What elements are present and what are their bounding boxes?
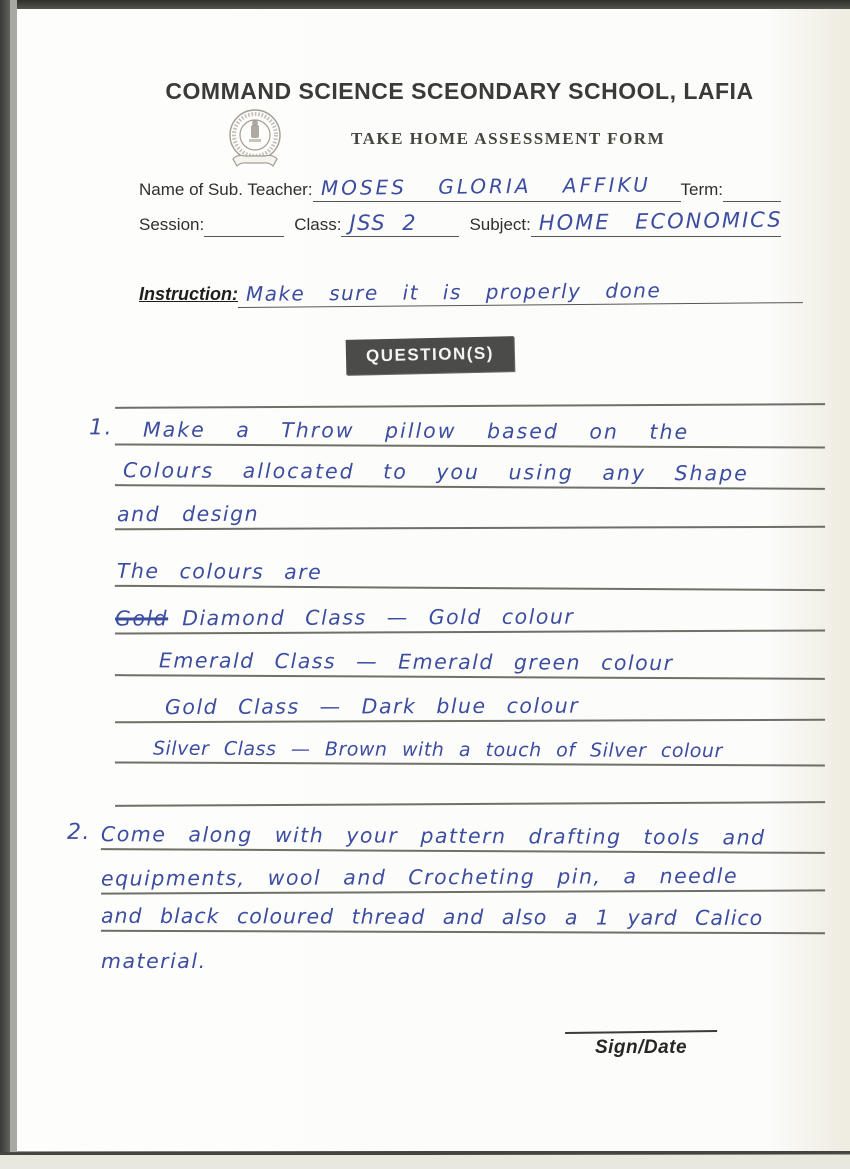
question-2-text: material.: [101, 949, 207, 973]
term-label: Term:: [680, 180, 723, 199]
question-2-line-2: [101, 850, 825, 894]
question-1-text: Diamond Class — Gold colour: [182, 604, 575, 631]
teacher-field: [313, 172, 681, 202]
ruled-line-blank: [115, 763, 825, 807]
question-2-text: Come along with your pattern drafting tools and: [100, 822, 766, 850]
signature-block: [561, 1019, 721, 1059]
teacher-label: Name of Sub. Teacher:: [139, 180, 313, 199]
question-1-text: Emerald Class — Emerald green colour: [158, 648, 674, 676]
instruction-field: [238, 270, 803, 308]
question-2-number: 2.: [66, 819, 92, 846]
instruction-label: Instruction:: [139, 284, 238, 304]
question-2-line-1: [66, 803, 825, 854]
class-field: [341, 210, 459, 237]
instruction-handwritten-value: Make sure it is properly done: [245, 278, 662, 306]
question-2-text: and black coloured thread and also a 1 yard Calico: [100, 903, 764, 931]
ruled-line-blank: [115, 363, 825, 409]
scanner-edge-top: [0, 0, 850, 9]
subject-field: [531, 207, 783, 237]
scanner-edge-bottom: [0, 1155, 850, 1169]
question-1-number: 1.: [88, 415, 114, 441]
teacher-handwritten-value: MOSES GLORIA AFFIKU: [320, 172, 651, 200]
form-title: TAKE HOME ASSESSMENT FORM: [351, 129, 666, 148]
subject-label: Subject:: [469, 215, 531, 234]
questions-section-badge: QUESTION(S): [346, 336, 515, 375]
question-1-line-3: [115, 487, 825, 530]
question-1-line-7: [115, 677, 825, 723]
question-1-line-6: [115, 631, 825, 680]
teacher-row: [139, 172, 781, 202]
session-row: [139, 207, 783, 237]
school-crest-icon: [223, 108, 287, 178]
signature-label: Sign/Date: [594, 1037, 688, 1058]
question-1-line-2: [115, 445, 825, 490]
question-1-text: Gold Class — Dark blue colour: [164, 693, 580, 720]
crossed-out-word: Gold: [114, 606, 169, 631]
scanner-edge-left-light: [10, 0, 17, 1169]
question-1-line-8: [115, 720, 825, 766]
question-1-text: The colours are: [116, 558, 323, 585]
question-1-text: and design: [116, 501, 260, 527]
subject-handwritten-value: HOME ECONOMICS: [538, 207, 783, 235]
question-1-line-5: [115, 587, 825, 634]
question-1-text: Silver Class — Brown with a touch of Silver colour: [152, 737, 723, 763]
signature-line: [565, 1018, 717, 1034]
class-label: Class:: [294, 215, 342, 234]
session-label: Session:: [139, 215, 205, 234]
class-handwritten-value: JSS 2: [349, 211, 418, 235]
scanned-assessment-form: [17, 9, 850, 1151]
term-field: [723, 175, 781, 202]
question-1-line-4: [115, 527, 825, 591]
question-1-line-1: [88, 405, 825, 448]
question-2-line-4: [101, 933, 825, 975]
question-1-text: Colours allocated to you using any Shape: [122, 458, 749, 486]
school-name-heading: COMMAND SCIENCE SCEONDARY SCHOOL, LAFIA: [165, 78, 754, 104]
question-1-text: Make a Throw pillow based on the: [142, 417, 690, 444]
instruction-row: [139, 275, 803, 308]
scanner-edge-left: [0, 0, 10, 1169]
question-2-text: equipments, wool and Crocheting pin, a needle: [100, 863, 739, 891]
question-2-line-3: [101, 892, 825, 935]
questions-ruled-area: [66, 365, 825, 975]
session-field: [204, 210, 284, 237]
